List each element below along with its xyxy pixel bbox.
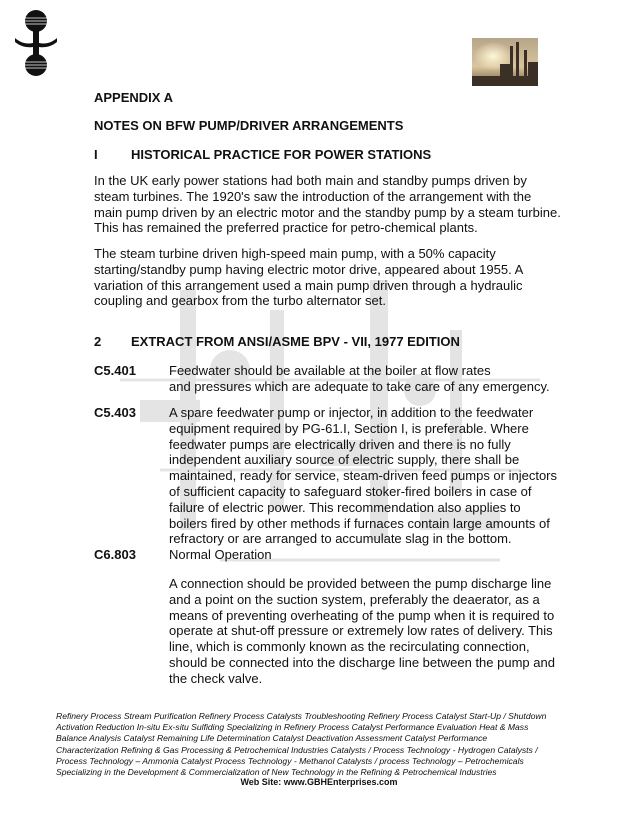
clause-line: independent auxiliary source of electric supply, there shall be [169,452,520,468]
clause-title: Normal Operation [169,547,272,562]
clause-c6803-code: C6.803 [94,547,136,562]
paragraph-line: steam turbines. The 1920's saw the introduction of the arrangement with the [94,188,532,204]
clause-line: and a point on the suction system, preferably the deaerator, as a [169,591,540,607]
clause-line: feedwater pumps are electrically driven and there is no fully [169,436,511,452]
footer-services-text [56,711,546,778]
paragraph-line: main pump driven by an electric motor and the standby pump by a steam turbine. [94,204,561,220]
footer-line: Refinery Process Stream Purification Refinery Process Catalysts Troubleshooting Refinery Process Catalyst Start-Up / Shutdown [56,711,547,721]
section-2-title: EXTRACT FROM ANSI/ASME BPV - VII, 1977 EDITION [131,334,460,349]
section-2-number: 2 [94,334,102,349]
paragraph-line: variation of this arrangement used a main pump driven through a hydraulic [94,277,523,293]
section-1-number: I [94,147,98,162]
paragraph-line: In the UK early power stations had both main and standby pumps driven by [94,173,527,188]
company-logo-icon [12,8,60,78]
footer-line: Characterization Refining & Gas Processing & Petrochemical Industries Catalysts / Process Technology - Hydrogen Catalysts / [56,744,538,755]
refinery-photo [472,38,538,86]
clause-c6803-title [169,547,272,563]
clause-line: operate at shut-off pressure or extremely low rates of delivery. This [169,623,553,639]
document-title: NOTES ON BFW PUMP/DRIVER ARRANGEMENTS [94,118,404,133]
clause-line: boilers fired by other methods if furnaces contain large amounts of [169,515,550,531]
footer-line: Specializing in the Development & Commercialization of New Technology in the Refining & Petrochemical Industries [56,767,497,778]
clause-line: line, which is commonly known as the recirculating connection, [169,639,530,655]
clause-line: means of preventing overheating of the pump when it is required to [169,607,555,623]
footer-line: Process Technology – Ammonia Catalyst Process Technology - Methanol Catalysts / process Technology – Petrochemicals [56,755,524,766]
clause-c5403-code: C5.403 [94,405,136,420]
section-1-title: HISTORICAL PRACTICE FOR POWER STATIONS [131,147,432,162]
clause-line: and pressures which are adequate to take care of any emergency. [169,378,550,394]
paragraph-line: This has remained the preferred practice for petro-chemical plants. [94,220,478,236]
appendix-heading: APPENDIX A [94,90,173,105]
clause-c5401-text [169,363,550,395]
clause-c6803-text [169,576,555,687]
paragraph-historical-1 [94,173,561,236]
clause-line: should be connected into the discharge line between the pump and [169,654,555,670]
paragraph-line: coupling and gearbox from the turbo alternator set. [94,293,386,309]
footer-line: Balance Analysis Catalyst Remaining Life Determination Catalyst Deactivation Assessment Catalyst Performance [56,733,488,744]
clause-line: A connection should be provided between the pump discharge line [169,576,552,591]
footer-website-link[interactable]: Web Site: www.GBHEnterprises.com [240,777,398,787]
clause-c5403-text [169,405,557,547]
paragraph-line: The steam turbine driven high-speed main pump, with a 50% capacity [94,246,496,261]
clause-line: maintained, ready for service, steam-driven feed pumps or injectors [169,468,558,484]
clause-line: of sufficient capacity to safeguard stoker-fired boilers in case of [169,483,532,499]
clause-line: A spare feedwater pump or injector, in addition to the feedwater [169,405,534,420]
footer-line: Activation Reduction In-situ Ex-situ Sulfiding Specializing in Refinery Process Catalyst Performance Evaluation Heat & Mass [56,722,529,733]
paragraph-historical-2 [94,246,523,309]
clause-line: the check valve. [169,670,263,686]
clause-line: failure of electric power. This recommendation also applies to [169,499,521,515]
paragraph-line: starting/standby pump having electric motor drive, appeared about 1955. A [94,261,524,277]
clause-c5401-code: C5.401 [94,363,136,378]
clause-line: Feedwater should be available at the boiler at flow rates [169,363,491,378]
clause-line: refractory or are arranged to accumulate slag in the bottom. [169,531,512,547]
clause-line: equipment required by PG-61.I, Section I, is preferable. Where [169,420,529,436]
